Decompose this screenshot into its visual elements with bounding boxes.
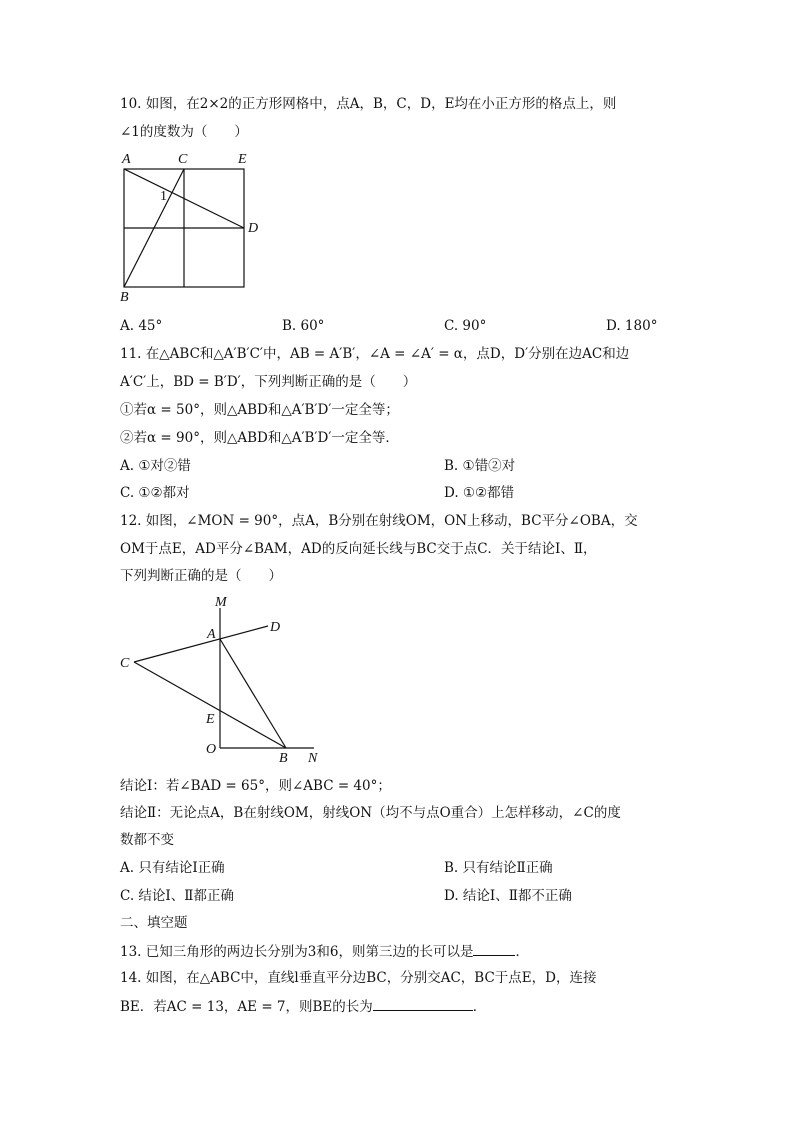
q12-stem-line2: OM于点E，AD平分∠BAM，AD的反向延长线与BC交于点C．关于结论Ⅰ、Ⅱ， bbox=[120, 541, 597, 557]
q14-answer-blank[interactable] bbox=[373, 996, 473, 1011]
segment-ab bbox=[220, 639, 286, 748]
q11-option-b: B. ①错②对 bbox=[444, 458, 516, 474]
label-e: E bbox=[206, 712, 215, 727]
q11-option-d: D. ①②都错 bbox=[444, 485, 515, 501]
q13-text: 13. 已知三角形的两边长分别为3和6，则第三边的长可以是 bbox=[120, 944, 474, 960]
q12-geometry-figure bbox=[110, 590, 330, 770]
label-o: O bbox=[206, 742, 217, 757]
q12-stem-line1: 12. 如图，∠MON = 90°，点A，B分别在射线OM，ON上移动，BC平分∠OBA，交 bbox=[120, 513, 638, 529]
q10-option-c: C. 90° bbox=[444, 318, 487, 334]
q12-stem-line3: 下列判断正确的是（ ） bbox=[120, 568, 282, 584]
q14-text: BE．若AC = 13，AE = 7，则BE的长为 bbox=[120, 999, 373, 1015]
q12-option-c: C. 结论Ⅰ、Ⅱ都正确 bbox=[120, 888, 234, 904]
label-c: C bbox=[120, 656, 130, 671]
q13-answer-blank[interactable] bbox=[473, 941, 515, 956]
label-n: N bbox=[308, 751, 318, 766]
q12-option-a: A. 只有结论Ⅰ正确 bbox=[120, 860, 225, 876]
q10-stem-line1: 10. 如图，在2×2的正方形网格中，点A，B，C，D，E均在小正方形的格点上，则 bbox=[120, 96, 617, 112]
q11-statement-1: ①若α = 50°，则△ABD和△A′B′D′一定全等； bbox=[120, 402, 399, 418]
q11-stem-line2: A′C′上，BD = B′D′，下列判断正确的是（ ） bbox=[120, 374, 417, 390]
q10-option-a: A. 45° bbox=[120, 318, 163, 334]
q12-option-d: D. 结论Ⅰ、Ⅱ都不正确 bbox=[444, 888, 572, 904]
q10-option-b: B. 60° bbox=[282, 318, 325, 334]
q12-conclusion-2-line2: 数都不变 bbox=[120, 832, 174, 848]
q14-end: ． bbox=[472, 999, 487, 1015]
q14-stem-line1: 14. 如图，在△ABC中，直线l垂直平分边BC，分别交AC，BC于点E，D，连接 bbox=[120, 970, 597, 986]
label-m: M bbox=[215, 595, 227, 610]
q11-option-a: A. ①对②错 bbox=[120, 458, 191, 474]
q12-conclusion-2-line1: 结论Ⅱ：无论点A，B在射线OM，射线ON（均不与点O重合）上怎样移动，∠C的度 bbox=[120, 805, 621, 821]
q11-stem-line1: 11. 在△ABC和△A′B′C′中，AB = A′B′，∠A = ∠A′ = α，点D，D′分别在边AC和边 bbox=[120, 346, 630, 362]
label-d: D bbox=[270, 620, 281, 635]
label-a: A bbox=[207, 627, 216, 642]
label-a: A bbox=[122, 152, 131, 167]
q12-conclusion-1: 结论Ⅰ：若∠BAD = 65°，则∠ABC = 40°； bbox=[120, 778, 391, 794]
q10-option-d: D. 180° bbox=[606, 318, 658, 334]
q11-option-c: C. ①②都对 bbox=[120, 485, 190, 501]
segment-cb bbox=[134, 662, 286, 748]
label-e: E bbox=[238, 152, 247, 167]
label-b: B bbox=[120, 290, 129, 305]
q10-stem-line2: ∠1的度数为（ ） bbox=[120, 124, 248, 140]
label-d: D bbox=[248, 221, 259, 236]
label-b: B bbox=[279, 751, 288, 766]
q12-option-b: B. 只有结论Ⅱ正确 bbox=[444, 860, 553, 876]
q14-stem-line2 bbox=[120, 996, 486, 1017]
section-heading: 二、填空题 bbox=[120, 915, 188, 931]
q11-statement-2: ②若α = 90°，则△ABD和△A′B′D′一定全等． bbox=[120, 430, 399, 446]
q13-end: ． bbox=[515, 944, 529, 960]
angle-1-label: 1 bbox=[160, 189, 167, 204]
segment-cd bbox=[134, 626, 268, 662]
q13-question bbox=[120, 941, 529, 962]
q10-grid-figure bbox=[110, 148, 270, 308]
label-c: C bbox=[178, 152, 188, 167]
